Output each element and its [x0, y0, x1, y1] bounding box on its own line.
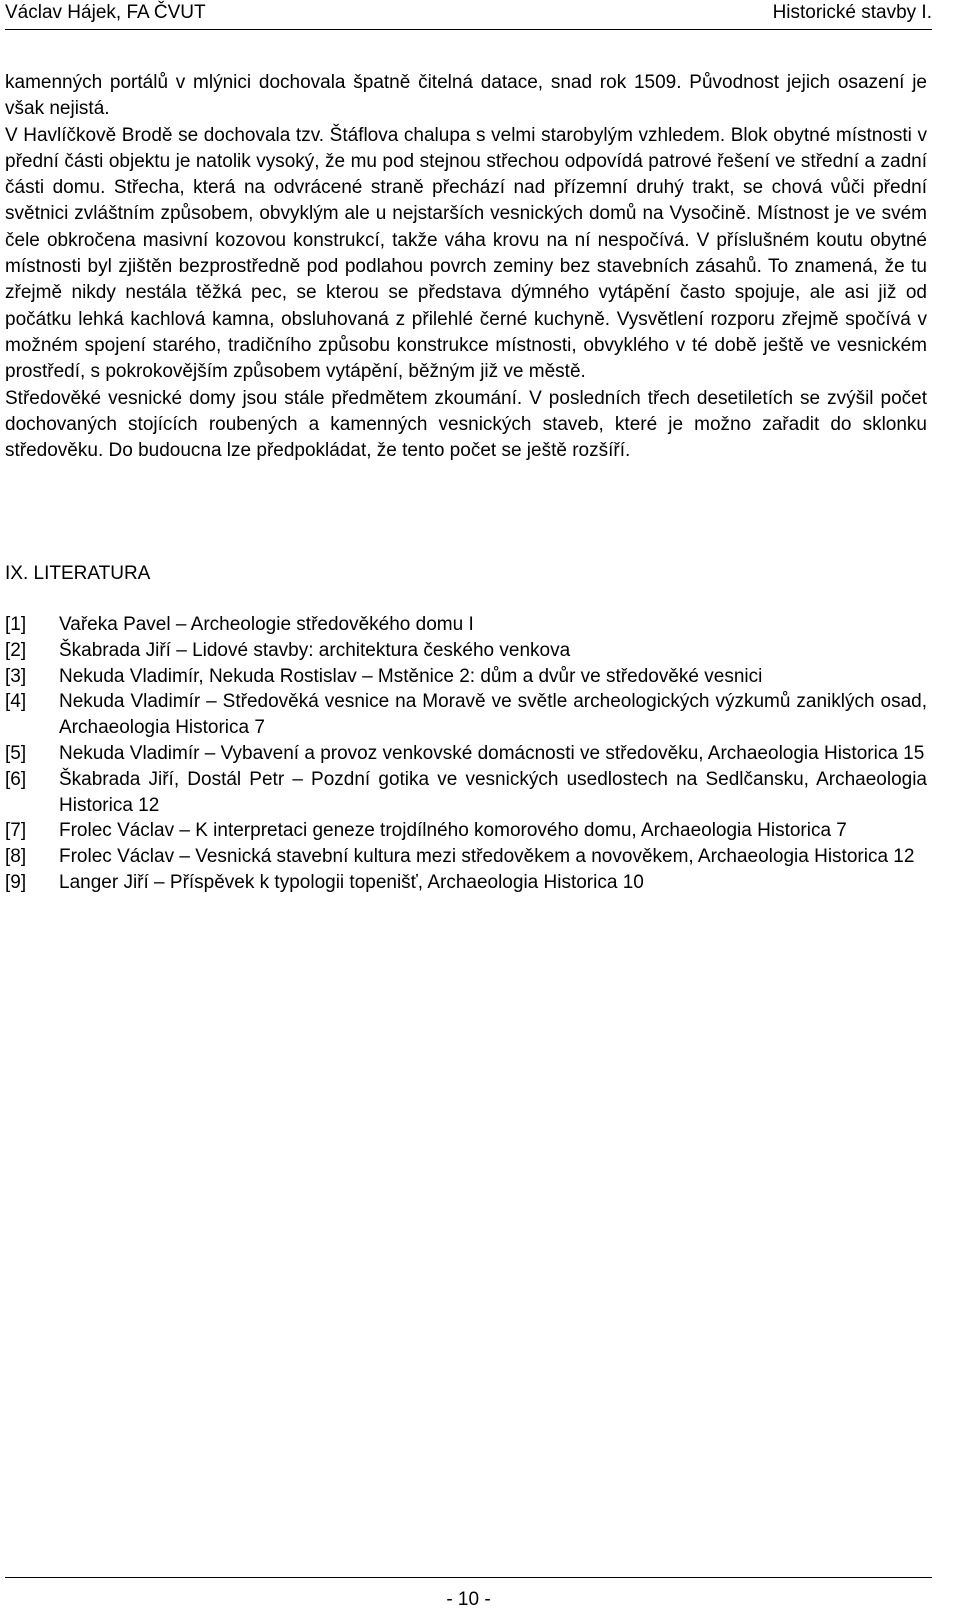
reference-number: [4] — [5, 691, 27, 713]
reference-item — [5, 612, 927, 638]
page-header — [5, 0, 932, 26]
reference-text: Nekuda Vladimír – Středověká vesnice na Moravě ve světle archeologických výzkumů zaniklých osad, Archaeologia Historica 7 — [59, 691, 927, 739]
header-rule — [5, 29, 932, 30]
reference-number: [3] — [5, 665, 27, 687]
reference-number: [1] — [5, 614, 27, 635]
reference-text: Frolec Václav – Vesnická stavební kultura mezi středověkem a novověkem, Archaeologia Historica 12 — [59, 846, 915, 868]
reference-item — [5, 767, 927, 819]
page-number: - 10 - — [446, 1589, 491, 1610]
reference-text: Nekuda Vladimír, Nekuda Rostislav – Mstěnice 2: dům a dvůr ve středověké vesnici — [59, 665, 763, 687]
reference-number: [8] — [5, 846, 27, 868]
reference-text: Nekuda Vladimír – Vybavení a provoz venkovské domácnosti ve středověku, Archaeologia Historica 15 — [59, 742, 925, 764]
reference-number: [9] — [5, 871, 27, 893]
reference-item — [5, 689, 927, 741]
reference-number: [7] — [5, 820, 27, 842]
reference-text: Škabrada Jiří, Dostál Petr – Pozdní gotika ve vesnických usedlostech na Sedlčansku, Archaeologia Historica 12 — [59, 768, 927, 816]
section-title: IX. LITERATURA — [5, 563, 151, 584]
reference-number: [2] — [5, 639, 27, 661]
reference-text: Vařeka Pavel – Archeologie středověkého domu I — [59, 614, 474, 635]
paragraph-1: kamenných portálů v mlýnici dochovala špatně čitelná datace, snad rok 1509. Původnost jejich osazení je však nejistá. — [5, 72, 927, 120]
reference-text: Langer Jiří – Příspěvek k typologii topenišť, Archaeologia Historica 10 — [59, 871, 644, 893]
header-course-title: Historické stavby I. — [772, 2, 932, 23]
body-text — [5, 70, 927, 464]
reference-item — [5, 844, 927, 870]
paragraph-2: V Havlíčkově Brodě se dochovala tzv. Štáflova chalupa s velmi starobylým vzhledem. Blok obytné místnosti v přední části objektu je natolik vysoký, že mu pod stejnou střechou odpovídá patrové řešení ve střední a zadní části domu. Střecha, která na odvrácené straně přechází nad přízemní druhý trakt, se chová vůči přední světnici zvláštním způsobem, obvyklým ale u nejstarších vesnických domů na Vysočině. Místnost je ve svém čele obkročena masivní kozovou konstrukcí, takže váha krovu na ní nespočívá. V příslušném koutu obytné místnosti byl zjištěn bezprostředně pod podlahou povrch zeminy bez stavebních zásahů. To znamená, že tu zřejmě nikdy nestála těžká pec, se kterou se představa dýmného vytápění často spojuje, ale asi již od počátku lehká kachlová kamna, obsluhovaná z přilehlé černé kuchyně. Vysvětlení rozporu zřejmě spočívá v možném spojení starého, tradičního způsobu konstrukce místnosti, obvyklého v té době ještě ve vesnickém prostředí, s pokrokovějším způsobem vytápění, běžným již ve městě. — [5, 124, 927, 383]
reference-item — [5, 818, 927, 844]
reference-item — [5, 638, 927, 664]
reference-list — [5, 612, 927, 896]
header-author: Václav Hájek, FA ČVUT — [5, 2, 206, 23]
reference-text: Škabrada Jiří – Lidové stavby: architektura českého venkova — [59, 639, 571, 661]
footer-rule — [5, 1577, 932, 1578]
paragraph-3: Středověké vesnické domy jsou stále předmětem zkoumání. V posledních třech desetiletích se zvýšil počet dochovaných stojících roubených a kamenných vesnických staveb, které je možno zařadit do sklonku středověku. Do budoucna lze předpokládat, že tento počet se ještě rozšíří. — [5, 387, 927, 462]
reference-item — [5, 664, 927, 690]
reference-number: [5] — [5, 742, 27, 764]
reference-number: [6] — [5, 768, 27, 790]
reference-item — [5, 870, 927, 896]
reference-item — [5, 741, 927, 767]
reference-text: Frolec Václav – K interpretaci geneze trojdílného komorového domu, Archaeologia Historica 7 — [59, 820, 847, 842]
